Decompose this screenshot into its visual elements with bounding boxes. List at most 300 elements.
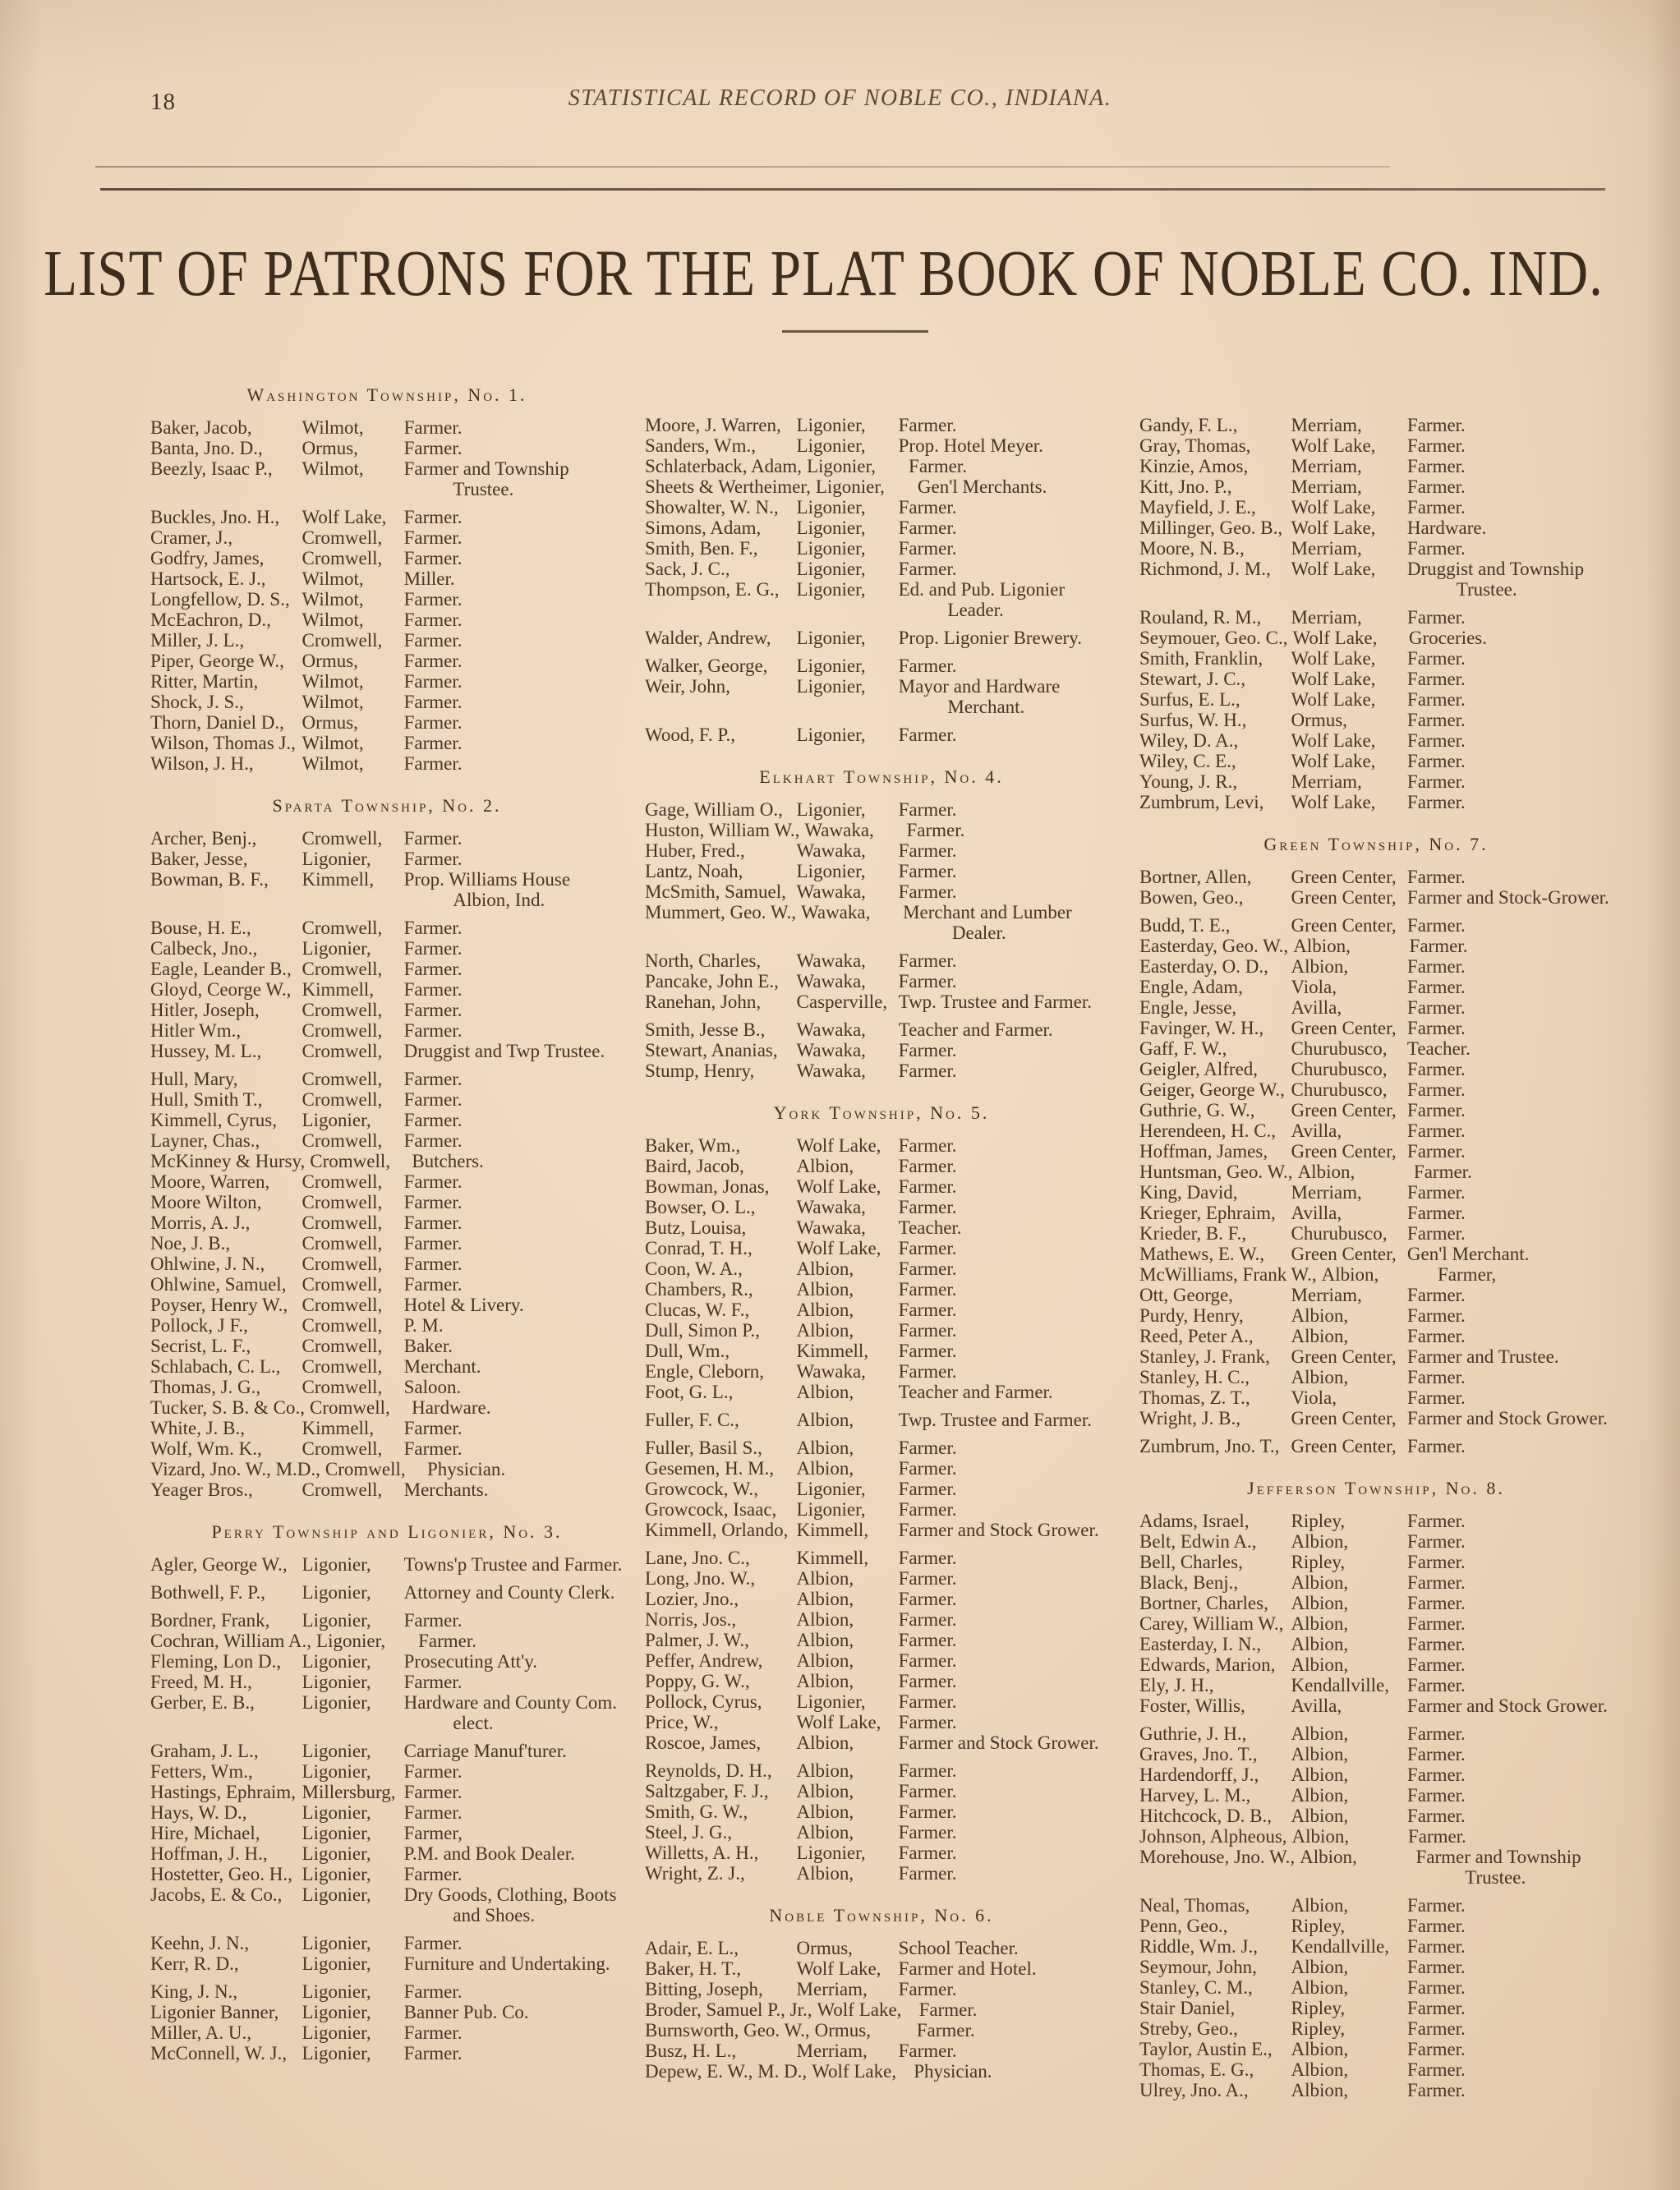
patron-town: Cromwell, — [301, 1212, 383, 1233]
patron-row — [645, 1589, 1118, 1609]
patron-row — [645, 1258, 1118, 1279]
patron-town: Albion, — [796, 1320, 854, 1341]
patron-town: Avilla, — [1291, 997, 1342, 1018]
patron-name: Eagle, Leander B., — [150, 959, 292, 979]
patron-occupation: Farmer, — [403, 1823, 463, 1843]
patron-row — [150, 610, 624, 630]
patron-row — [1139, 559, 1613, 600]
patron-occupation: Farmer. — [403, 1864, 463, 1884]
patron-town: Ligonier, — [806, 456, 876, 476]
patron-row — [1139, 915, 1613, 936]
patron-occupation: Farmer. — [403, 2043, 463, 2063]
patron-occupation: Teacher and Farmer. — [898, 1382, 1053, 1402]
patron-row — [645, 1520, 1118, 1540]
patron-town: Ligonier, — [796, 725, 866, 745]
patron-row — [645, 971, 1118, 991]
patron-name: Fleming, Lon D., — [150, 1651, 282, 1672]
patron-name: Buckles, Jno. H., — [150, 507, 280, 527]
patron-name: Growcock, Isaac, — [645, 1499, 777, 1520]
patron-name: Steel, J. G., — [645, 1822, 733, 1843]
patron-row — [150, 589, 624, 610]
header-rule-thick — [100, 188, 1605, 191]
patron-row — [150, 671, 624, 692]
patron-occupation: Farmer. — [1407, 1826, 1466, 1847]
patron-row — [1139, 1018, 1613, 1038]
patron-name: Shock, J. S., — [150, 692, 244, 712]
patron-name: Pollock, J F., — [150, 1315, 248, 1336]
patron-row — [1139, 1038, 1613, 1059]
patron-name: Ranehan, John, — [645, 991, 762, 1012]
patron-row — [645, 579, 1118, 620]
patron-name: Simons, Adam, — [645, 518, 762, 538]
patron-occupation: Farmer. — [898, 1630, 957, 1650]
patron-town: Ligonier, — [796, 1479, 866, 1499]
patron-occupation: Farmer. — [898, 656, 957, 676]
patron-name: Stanley, J. Frank, — [1139, 1346, 1270, 1367]
patron-town: Albion, — [796, 1279, 854, 1300]
patron-row — [645, 1801, 1118, 1822]
patron-occupation: Farmer. — [403, 1274, 463, 1295]
patron-occupation: Farmer. — [1406, 1936, 1466, 1957]
patron-name: Cochran, William A., — [150, 1631, 312, 1651]
patron-town: Albion, — [796, 1863, 854, 1884]
patron-town: Ligonier, — [301, 1554, 371, 1575]
patron-town: Green Center, — [1291, 1018, 1397, 1038]
patron-occupation: Farmer. — [898, 497, 957, 518]
patron-row — [645, 1238, 1118, 1258]
patron-name: Zumbrum, Levi, — [1139, 792, 1264, 812]
patron-name: Butz, Louisa, — [645, 1217, 747, 1238]
patron-row — [150, 2022, 624, 2043]
patron-row — [645, 559, 1118, 579]
patron-row — [1139, 1305, 1613, 1326]
township-block — [150, 795, 624, 1500]
patron-row — [1139, 1593, 1613, 1613]
patron-name: Hardendorff, J., — [1139, 1764, 1259, 1785]
column-1 — [150, 384, 624, 2174]
patron-occupation: Farmer. — [898, 1589, 957, 1609]
patron-town: Ormus, — [796, 1938, 853, 1958]
patron-town: Albion, — [1291, 1723, 1349, 1744]
patron-name: Streby, Geo., — [1139, 2018, 1238, 2039]
patron-town: Cromwell, — [301, 548, 383, 568]
patron-occupation: Towns'p Trustee and Farmer. — [403, 1554, 623, 1575]
patron-name: Bell, Charles, — [1139, 1552, 1243, 1572]
patron-town: Avilla, — [1291, 1695, 1342, 1716]
patron-name: King, J. N., — [150, 1981, 238, 2002]
patron-town: Churubusco, — [1291, 1059, 1388, 1079]
patron-town: Wawaka, — [796, 1197, 866, 1217]
patron-town: Wilmot, — [301, 568, 364, 589]
patron-row — [1139, 1436, 1613, 1456]
patron-name: Wiley, C. E., — [1139, 751, 1236, 771]
patron-row — [150, 1151, 624, 1171]
patron-town: Ripley, — [1291, 1552, 1346, 1572]
patron-name: Bowen, Geo., — [1139, 887, 1244, 908]
patron-occupation: Merchant. — [403, 1356, 481, 1377]
patron-row — [645, 476, 1118, 497]
patron-row — [1139, 1285, 1613, 1305]
patron-name: Gage, William O., — [645, 799, 783, 820]
patron-name: Budd, T. E., — [1139, 915, 1231, 936]
patron-name: Dull, Simon P., — [645, 1320, 760, 1341]
patron-town: Albion, — [1291, 1326, 1349, 1346]
patron-row — [1139, 689, 1613, 710]
patron-town: Kimmell, — [796, 1520, 869, 1540]
patron-town: Ligonier, — [796, 861, 866, 881]
patron-occupation: Farmer. — [898, 1568, 957, 1589]
patron-name: Ligonier Banner, — [150, 2002, 279, 2022]
patron-occupation: Farmer. — [403, 589, 463, 610]
patron-name: Palmer, J. W., — [645, 1630, 749, 1650]
patron-town: Ligonier, — [796, 538, 866, 559]
patron-occupation: Farmer. — [1406, 1531, 1466, 1552]
patron-row — [150, 692, 624, 712]
patron-town: Ligonier, — [301, 1981, 371, 2002]
patron-town: Albion, — [1291, 1305, 1349, 1326]
patron-town: Green Center, — [1291, 1141, 1397, 1162]
patron-name: Hitler Wm., — [150, 1020, 242, 1041]
patron-row — [1139, 1223, 1613, 1244]
patron-occupation: Farmer. — [1406, 1436, 1466, 1456]
patron-occupation: Farmer. — [1406, 1785, 1466, 1806]
patron-row — [150, 1233, 624, 1254]
patron-town: Cromwell, — [324, 1459, 406, 1479]
patron-row — [1139, 1613, 1613, 1634]
patron-town: Merriam, — [1291, 415, 1362, 435]
patron-occupation: Farmer. — [1406, 1744, 1466, 1764]
patron-name: Thomas, J. G., — [150, 1377, 261, 1397]
patron-row — [150, 1356, 624, 1377]
patron-town: Albion, — [796, 1382, 854, 1402]
patron-town: Ligonier, — [796, 799, 866, 820]
patron-occupation: Farmer. — [403, 1130, 463, 1151]
patron-occupation: Merchants. — [403, 1479, 489, 1500]
patron-list-columns — [150, 384, 1613, 2174]
patron-town: Merriam, — [1291, 476, 1362, 497]
patron-row — [645, 1458, 1118, 1479]
patron-row — [645, 799, 1118, 820]
patron-occupation: Farmer. — [1406, 751, 1466, 771]
patron-town: Albion, — [796, 1568, 854, 1589]
patron-name: Long, Jno. W., — [645, 1568, 756, 1589]
patron-name: Ulrey, Jno. A., — [1139, 2080, 1249, 2100]
patron-row — [150, 1110, 624, 1130]
patron-town: Ligonier, — [301, 1802, 371, 1823]
patron-occupation: Farmer. — [403, 1802, 463, 1823]
patron-occupation: Farmer. — [898, 1040, 957, 1060]
patron-town: Ligonier, — [301, 1610, 371, 1631]
patron-town: Ligonier, — [796, 656, 866, 676]
patron-name: Walder, Andrew, — [645, 628, 771, 648]
patron-name: Wood, F. P., — [645, 725, 736, 745]
patron-name: Stair Daniel, — [1139, 1998, 1236, 2018]
patron-row — [645, 1060, 1118, 1081]
patron-row — [1139, 2018, 1613, 2039]
patron-occupation: Farmer. — [898, 1822, 957, 1843]
patron-name: Hoffman, J. H., — [150, 1843, 268, 1864]
patron-row — [1139, 1916, 1613, 1936]
patron-name: Easterday, O. D., — [1139, 956, 1268, 977]
patron-row — [645, 1781, 1118, 1801]
patron-town: Wawaka, — [796, 1019, 866, 1040]
patron-name: Yeager Bros., — [150, 1479, 253, 1500]
running-header: STATISTICAL RECORD OF NOBLE CO., INDIANA. — [568, 85, 1112, 111]
patron-row — [1139, 2039, 1613, 2059]
patron-occupation: P.M. and Book Dealer. — [403, 1843, 575, 1864]
patron-row — [1139, 648, 1613, 669]
patron-occupation: Farmer. — [898, 1361, 957, 1382]
patron-town: Wilmot, — [301, 417, 364, 438]
patron-town: Albion, — [796, 1300, 854, 1320]
patron-occupation: Groceries. — [1408, 628, 1488, 648]
patron-occupation: Farmer. — [403, 1418, 463, 1438]
patron-town: Merriam, — [1291, 771, 1362, 792]
patron-town: Cromwell, — [301, 527, 383, 548]
patron-row — [150, 1130, 624, 1151]
patron-row — [150, 1459, 624, 1479]
patron-name: Conrad, T. H., — [645, 1238, 753, 1258]
patron-town: Albion, — [1291, 1957, 1349, 1977]
patron-town: Cromwell, — [301, 1041, 383, 1061]
patron-name: Peffer, Andrew, — [645, 1650, 763, 1671]
patron-row — [1139, 1408, 1613, 1429]
patron-row — [645, 950, 1118, 971]
patron-town: Kimmell, — [301, 869, 375, 890]
patron-name: North, Charles, — [645, 950, 762, 971]
patron-town: Casperville, — [796, 991, 888, 1012]
patron-town: Green Center, — [1291, 867, 1397, 887]
patron-occupation: Ed. and Pub. Ligonier Leader. — [898, 579, 1066, 620]
patron-town: Wawaka, — [796, 971, 866, 991]
patron-occupation: Farmer. — [898, 1691, 957, 1712]
patron-occupation: Farmer. — [898, 1300, 957, 1320]
patron-row — [1139, 1264, 1613, 1285]
patron-occupation: Farmer. — [898, 1650, 957, 1671]
patron-town: Ripley, — [1291, 1998, 1346, 2018]
patron-row — [150, 1981, 624, 2002]
patron-occupation: Farmer. — [898, 950, 957, 971]
patron-occupation: Prosecuting Att'y. — [403, 1651, 537, 1672]
patron-row — [150, 753, 624, 774]
patron-name: Weir, John, — [645, 676, 730, 697]
patron-name: Huber, Fred., — [645, 840, 745, 861]
patron-row — [645, 628, 1118, 648]
patron-town: Wolf Lake, — [301, 507, 387, 527]
patron-row — [645, 676, 1118, 717]
patron-occupation: Teacher and Farmer. — [898, 1019, 1053, 1040]
patron-occupation: Farmer. — [898, 1801, 957, 1822]
patron-town: Cromwell, — [301, 1356, 383, 1377]
patron-town: Ligonier, — [301, 1110, 371, 1130]
patron-occupation: Mayor and Hardware Merchant. — [898, 676, 1061, 717]
patron-occupation: Farmer. — [898, 1609, 957, 1630]
patron-occupation: Farmer. — [1406, 1305, 1466, 1326]
patron-row — [150, 568, 624, 589]
patron-row — [150, 828, 624, 849]
patron-occupation: Farmer. — [916, 2020, 975, 2040]
patron-row — [150, 1336, 624, 1356]
patron-occupation: Farmer. — [1406, 1957, 1466, 1977]
patron-occupation: Farmer. — [403, 527, 463, 548]
patron-occupation: Farmer. — [1406, 997, 1466, 1018]
patron-occupation: Farmer. — [1406, 607, 1466, 628]
patron-row — [645, 881, 1118, 902]
patron-row — [645, 991, 1118, 1012]
patron-name: Broder, Samuel P., Jr., — [645, 1999, 812, 2020]
patron-row — [150, 1610, 624, 1631]
patron-name: Roscoe, James, — [645, 1732, 762, 1753]
patron-occupation: Farmer. — [898, 725, 957, 745]
patron-row — [150, 1782, 624, 1802]
patron-name: Agler, George W., — [150, 1554, 288, 1575]
patron-name: Poyser, Henry W., — [150, 1295, 288, 1315]
patron-town: Merriam, — [796, 2040, 868, 2061]
patron-occupation: Farmer. — [1406, 1223, 1466, 1244]
patron-town: Wolf Lake, — [817, 1999, 902, 2020]
patron-name: Krieger, Ephraim, — [1139, 1203, 1276, 1223]
patron-row — [645, 1438, 1118, 1458]
patron-name: Hire, Michael, — [150, 1823, 260, 1843]
patron-occupation: Physician. — [914, 2061, 992, 2082]
patron-name: Thomas, E. G., — [1139, 2059, 1254, 2080]
patron-row — [150, 458, 624, 499]
patron-occupation: Butchers. — [412, 1151, 484, 1171]
patron-name: Neal, Thomas, — [1139, 1895, 1250, 1916]
patron-name: Noe, J. B., — [150, 1233, 231, 1254]
patron-occupation: Saloon. — [403, 1377, 462, 1397]
patron-name: Bordner, Frank, — [150, 1610, 270, 1631]
patron-town: Wolf Lake, — [1291, 792, 1376, 812]
patron-town: Albion, — [796, 1438, 854, 1458]
patron-town: Viola, — [1291, 1387, 1337, 1408]
patron-name: Reed, Peter A., — [1139, 1326, 1254, 1346]
patron-town: Cromwell, — [301, 1274, 383, 1295]
patron-town: Cromwell, — [310, 1397, 390, 1418]
patron-town: Wolf Lake, — [1291, 435, 1376, 456]
patron-occupation: Farmer. — [403, 938, 463, 959]
patron-town: Cromwell, — [301, 1069, 383, 1089]
patron-town: Ripley, — [1291, 2018, 1346, 2039]
patron-occupation: Farmer. — [898, 1060, 957, 1081]
patron-name: Ritter, Martin, — [150, 671, 259, 692]
patron-name: Burnsworth, Geo. W., — [645, 2020, 810, 2040]
patron-town: Albion, — [1291, 1593, 1349, 1613]
patron-row — [645, 1630, 1118, 1650]
patron-name: Krieder, B. F., — [1139, 1223, 1247, 1244]
patron-row — [1139, 628, 1613, 648]
patron-occupation: Farmer. — [403, 671, 463, 692]
patron-town: Albion, — [1321, 1264, 1379, 1285]
patron-row — [150, 1692, 624, 1733]
patron-row — [1139, 887, 1613, 908]
page-title: LIST OF PATRONS FOR THE PLAT BOOK OF NOBLE CO. IND. — [44, 237, 1604, 310]
township-heading: Noble Township, No. 6. — [769, 1905, 994, 1925]
patron-occupation: Miller. — [403, 568, 455, 589]
patron-occupation: Farmer. — [1406, 415, 1466, 435]
patron-name: Guthrie, G. W., — [1139, 1100, 1255, 1120]
patron-occupation: Farmer. — [403, 1020, 463, 1041]
patron-occupation: Farmer. — [403, 1672, 463, 1692]
patron-row — [645, 656, 1118, 676]
patron-occupation: Farmer. — [403, 1981, 463, 2002]
patron-town: Churubusco, — [1291, 1038, 1388, 1059]
patron-town: Ripley, — [1291, 1916, 1346, 1936]
patron-row — [1139, 751, 1613, 771]
patron-name: Bitting, Joseph, — [645, 1979, 763, 1999]
patron-row — [645, 1279, 1118, 1300]
patron-name: Miller, J. L., — [150, 630, 245, 651]
patron-name: Kerr, R. D., — [150, 1953, 239, 1974]
patron-name: Purdy, Henry, — [1139, 1305, 1244, 1326]
patron-name: Wright, J. B., — [1139, 1408, 1241, 1429]
patron-occupation: Farmer. — [898, 1781, 957, 1801]
patron-town: Cromwell, — [301, 1020, 383, 1041]
patron-name: Wilson, Thomas J., — [150, 733, 296, 753]
patron-town: Ligonier, — [815, 476, 885, 497]
patron-occupation: Farmer. — [898, 1671, 957, 1691]
patron-name: Thorn, Daniel D., — [150, 712, 284, 733]
patron-town: Ligonier, — [796, 415, 866, 435]
patron-town: Ligonier, — [301, 1692, 371, 1713]
patron-town: Albion, — [1291, 1806, 1349, 1826]
patron-occupation: Farmer. — [1406, 2018, 1466, 2039]
patron-row — [1139, 730, 1613, 751]
patron-name: Freed, M. H., — [150, 1672, 252, 1692]
patron-town: Albion, — [796, 1156, 854, 1176]
patron-row — [1139, 607, 1613, 628]
patron-occupation: Farmer. — [1406, 669, 1466, 689]
patron-row — [645, 2040, 1118, 2061]
township-block — [1139, 415, 1613, 812]
patron-row — [1139, 1744, 1613, 1764]
patron-occupation: Farmer. — [1406, 915, 1466, 936]
patron-name: Guthrie, J. H., — [1139, 1723, 1247, 1744]
patron-occupation: Farmer. — [909, 456, 967, 476]
patron-town: Albion, — [1291, 2039, 1349, 2059]
patron-row — [645, 1040, 1118, 1060]
patron-row — [150, 869, 624, 910]
patron-occupation: Farmer. — [1406, 1764, 1466, 1785]
patron-town: Merriam, — [1291, 456, 1362, 476]
patron-row — [645, 1361, 1118, 1382]
patron-name: Secrist, L. F., — [150, 1336, 251, 1356]
patron-occupation: Farmer. — [898, 1135, 957, 1156]
patron-name: Harvey, L. M., — [1139, 1785, 1251, 1806]
patron-name: Godfry, James, — [150, 548, 265, 568]
patron-occupation: Attorney and County Clerk. — [403, 1582, 615, 1603]
patron-name: White, J. B., — [150, 1418, 245, 1438]
patron-name: Smith, Jesse B., — [645, 1019, 766, 1040]
patron-row — [645, 1217, 1118, 1238]
patron-town: Wawaka, — [801, 902, 871, 922]
patron-name: Dull, Wm., — [645, 1341, 730, 1361]
patron-occupation: Farmer. — [1406, 1895, 1466, 1916]
patron-occupation: Farmer. — [1406, 648, 1466, 669]
patron-town: Ormus, — [814, 2020, 871, 2040]
patron-occupation: Farmer. — [403, 918, 463, 938]
patron-name: Lane, Jno. C., — [645, 1548, 750, 1568]
patron-occupation: Farmer. — [898, 861, 957, 881]
patron-row — [1139, 518, 1613, 538]
patron-occupation: Farmer. — [898, 1279, 957, 1300]
patron-town: Ligonier, — [796, 559, 866, 579]
patron-town: Churubusco, — [1291, 1079, 1388, 1100]
patron-name: Favinger, W. H., — [1139, 1018, 1264, 1038]
patron-row — [150, 1741, 624, 1761]
patron-name: Moore Wilton, — [150, 1192, 262, 1212]
header-rule-thin — [95, 166, 1390, 168]
